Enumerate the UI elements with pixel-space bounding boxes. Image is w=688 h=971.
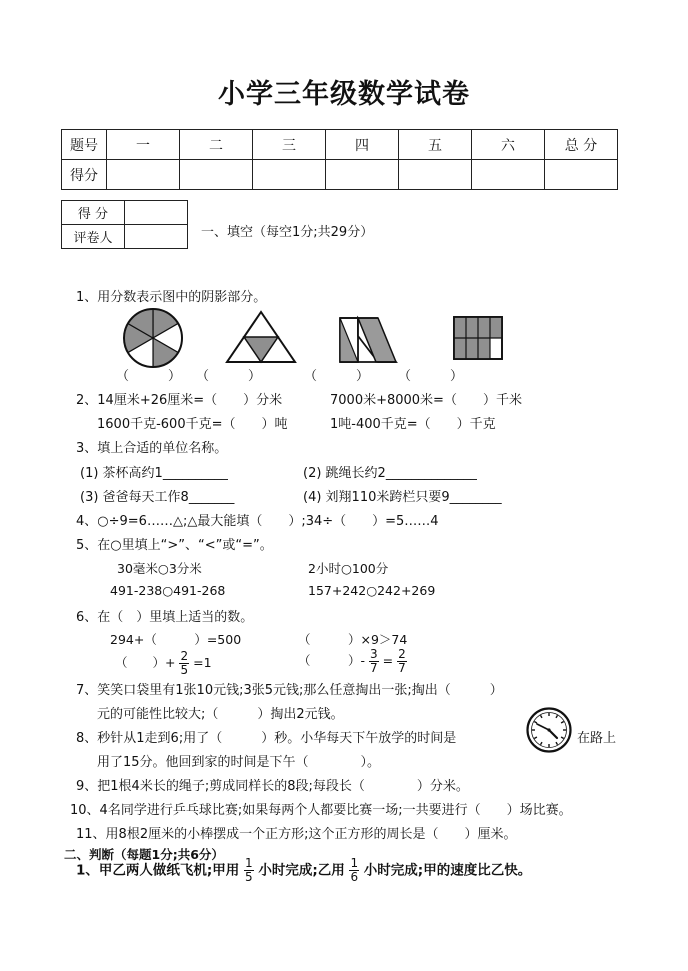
fraction-numerator: 2: [398, 647, 406, 661]
header-cell: 总 分: [545, 130, 618, 160]
fraction-denominator: 7: [398, 661, 406, 675]
question-11: 11、用8根2厘米的小棒摆成一个正方形;这个正方形的周长是（ ）厘米。: [76, 827, 517, 842]
grader-score-cell[interactable]: [125, 201, 188, 225]
fraction-numerator: 2: [180, 649, 189, 663]
score-cell[interactable]: [326, 160, 399, 190]
question-3: 3、填上合适的单位名称。: [76, 441, 228, 456]
question-3c: (3) 爸爸每天工作8_______: [80, 490, 235, 505]
fraction-denominator: 5: [180, 663, 189, 677]
question-3d: (4) 刘翔110米跨栏只要9________: [303, 490, 502, 505]
row-label: 得分: [62, 160, 107, 190]
figure-grid-square: [453, 316, 503, 360]
grader-name-label: 评卷人: [62, 225, 125, 249]
question-5b: 2小时○100分: [308, 561, 389, 576]
fraction: [349, 857, 359, 884]
section-1-heading: 一、填空（每空1分;共29分）: [201, 225, 374, 240]
question-9: 9、把1根4米长的绳子;剪成同样长的8段;每段长（ ）分米。: [76, 779, 469, 794]
answer-blank[interactable]: （ ）: [304, 369, 370, 384]
fraction-denominator: 5: [245, 870, 253, 884]
header-cell: 三: [253, 130, 326, 160]
fraction-denominator: 7: [370, 661, 378, 675]
judgement-1-part-c: 小时完成;甲的速度比乙快。: [363, 862, 532, 879]
question-5: 5、在○里填上“>”、“<”或“=”。: [76, 538, 273, 553]
header-cell: 题号: [62, 130, 107, 160]
question-5d: 157+242○242+269: [308, 583, 436, 598]
question-8-line-1: 8、秒针从1走到6;用了（ ）秒。小华每天下午放学的时间是: [76, 731, 457, 746]
fraction-numerator: 3: [370, 647, 378, 661]
score-cell[interactable]: [545, 160, 618, 190]
question-2b: 7000米+8000米=（ ）千米: [330, 393, 522, 408]
score-cell[interactable]: [399, 160, 472, 190]
question-6c-right: =1: [193, 655, 212, 670]
clock-icon: [526, 707, 572, 753]
fraction-denominator: 6: [350, 870, 359, 884]
header-cell: 五: [399, 130, 472, 160]
score-cell[interactable]: [253, 160, 326, 190]
question-3a: (1) 茶杯高约1__________: [80, 466, 228, 481]
question-7-line-2: 元的可能性比较大;（ ）掏出2元钱。: [97, 707, 344, 722]
fraction: [244, 857, 254, 884]
score-cell[interactable]: [472, 160, 545, 190]
score-table: [61, 129, 618, 190]
question-6a: 294+（ ）=500: [110, 632, 242, 647]
fraction-numerator: 1: [350, 856, 359, 870]
answer-blank[interactable]: （ ）: [196, 369, 262, 384]
question-3b: (2) 跳绳长约2______________: [303, 466, 477, 481]
answer-blank[interactable]: （ ）: [398, 369, 464, 384]
grader-box: [61, 200, 188, 249]
fraction: [179, 650, 189, 677]
fraction: [397, 648, 407, 675]
question-2c: 1600千克-600千克=（ ）吨: [97, 417, 288, 432]
question-5a: 30毫米○3分米: [117, 561, 202, 576]
header-cell: 二: [180, 130, 253, 160]
section-2-heading: 二、判断（每题1分;共6分）: [64, 847, 224, 862]
question-6: 6、在（ ）里填上适当的数。: [76, 610, 254, 625]
question-5c: 491-238○491-268: [110, 583, 226, 598]
question-6d: [298, 648, 407, 675]
grader-score-label: 得 分: [62, 201, 125, 225]
header-cell: 四: [326, 130, 399, 160]
judgement-1-part-a: 1、甲乙两人做纸飞机;甲用: [76, 862, 240, 879]
question-2a: 2、14厘米+26厘米=（ ）分米: [76, 393, 283, 408]
fraction-numerator: 1: [245, 856, 253, 870]
question-6c-left: （ ）+: [115, 655, 176, 670]
question-4: 4、○÷9=6……△;△最大能填（ ）;34÷（ ）=5……4: [76, 514, 439, 529]
score-cell[interactable]: [180, 160, 253, 190]
score-table-score-row: [62, 160, 618, 190]
judgement-1: [76, 857, 531, 884]
answer-blank[interactable]: （ ）: [116, 369, 182, 384]
question-2d: 1吨-400千克=（ ）千克: [330, 417, 496, 432]
header-cell: 六: [472, 130, 545, 160]
equals-sign: =: [382, 653, 394, 668]
judgement-1-part-b: 小时完成;乙用: [258, 862, 345, 879]
question-8-line-2: 用了15分。他回到家的时间是下午（ ）。: [97, 755, 381, 770]
page-title: 小学三年级数学试卷: [218, 79, 470, 110]
question-6c: [115, 650, 212, 677]
grader-name-cell[interactable]: [125, 225, 188, 249]
question-6b: （ ）×9＞74: [298, 632, 408, 647]
question-1: 1、用分数表示图中的阴影部分。: [76, 290, 267, 305]
score-cell[interactable]: [107, 160, 180, 190]
question-8-line-1-end: 在路上: [577, 731, 617, 746]
question-10: 10、4名同学进行乒乓球比赛;如果每两个人都要比赛一场;一共要进行（ ）场比赛。: [70, 803, 572, 818]
question-7-line-1: 7、笑笑口袋里有1张10元钱;3张5元钱;那么任意掏出一张;掏出（ ）: [76, 683, 503, 698]
fraction: [369, 648, 379, 675]
score-table-header-row: [62, 130, 618, 160]
header-cell: 一: [107, 130, 180, 160]
figure-parallelogram-rectangle: [338, 316, 398, 364]
figure-triangle: [225, 310, 297, 365]
figure-circle: [119, 308, 187, 368]
question-6d-left: （ ）-: [298, 653, 366, 668]
